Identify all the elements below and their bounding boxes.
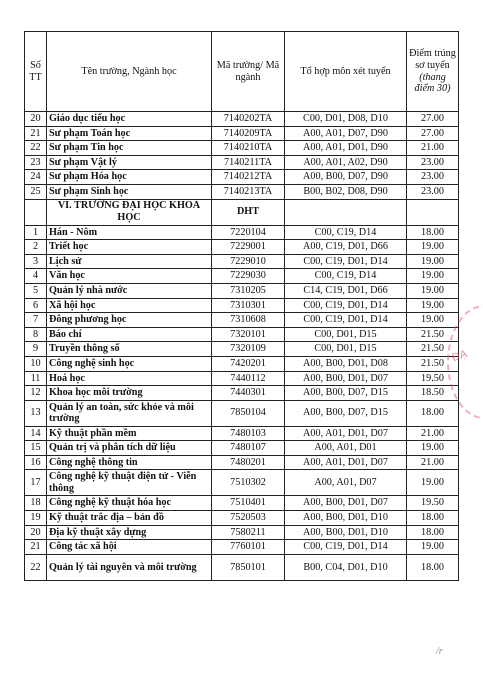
table-row (25, 511, 459, 526)
row-name: Khoa học môi trường (47, 386, 212, 401)
row-code: 7510401 (212, 496, 285, 511)
row-combo: A00, A01, D01, D07 (285, 426, 407, 441)
row-code: 7760101 (212, 540, 285, 555)
row-score: 19.00 (407, 298, 459, 313)
row-code: 7140202TA (212, 112, 285, 127)
row-code: 7850101 (212, 554, 285, 580)
table-row (25, 342, 459, 357)
row-code: 7480103 (212, 426, 285, 441)
row-combo: C00, C19, D01, D14 (285, 540, 407, 555)
row-score: 27.00 (407, 126, 459, 141)
table-row (25, 554, 459, 580)
row-combo: A00, A01, D01, D07 (285, 455, 407, 470)
table-row (25, 496, 459, 511)
table-row (25, 184, 459, 199)
row-code: 7420201 (212, 356, 285, 371)
row-score: 23.00 (407, 184, 459, 199)
row-combo: A00, A01, D01 (285, 441, 407, 456)
row-stt: 2 (25, 240, 47, 255)
row-code: 7440301 (212, 386, 285, 401)
row-score: 23.00 (407, 170, 459, 185)
row-combo: C00, D01, D15 (285, 327, 407, 342)
row-combo: C00, D01, D08, D10 (285, 112, 407, 127)
table-row (25, 112, 459, 127)
table-row (25, 441, 459, 456)
row-stt: 14 (25, 426, 47, 441)
row-stt: 10 (25, 356, 47, 371)
row-name: Hoá học (47, 371, 212, 386)
row-combo: A00, B00, D01, D10 (285, 525, 407, 540)
row-score: 21.00 (407, 455, 459, 470)
row-name: Truyền thông số (47, 342, 212, 357)
row-code: 7229001 (212, 240, 285, 255)
row-score: 23.00 (407, 155, 459, 170)
row-combo: C14, C19, D01, D66 (285, 283, 407, 298)
section-code: DHT (212, 199, 285, 225)
row-score: 18.50 (407, 386, 459, 401)
header-code: Mã trường/ Mã ngành (212, 32, 285, 112)
row-score: 18.00 (407, 511, 459, 526)
handwritten-mark: /r (436, 646, 443, 657)
row-combo: A00, B00, D01, D08 (285, 356, 407, 371)
row-code: 7510302 (212, 470, 285, 496)
row-code: 7310301 (212, 298, 285, 313)
row-name: Quản lý an toàn, sức khỏe và môi trường (47, 400, 212, 426)
table-row (25, 254, 459, 269)
row-score: 18.00 (407, 525, 459, 540)
row-score: 19.50 (407, 371, 459, 386)
row-code: 7520503 (212, 511, 285, 526)
header-score-scale: (thang điểm 30) (414, 71, 451, 95)
row-score: 19.00 (407, 313, 459, 328)
table-row (25, 313, 459, 328)
table-row (25, 155, 459, 170)
row-stt: 22 (25, 141, 47, 156)
row-score: 18.00 (407, 554, 459, 580)
row-name: Công nghệ sinh học (47, 356, 212, 371)
row-code: 7310608 (212, 313, 285, 328)
table-row (25, 470, 459, 496)
row-combo: C00, C19, D01, D14 (285, 254, 407, 269)
row-stt: 17 (25, 470, 47, 496)
row-name: Địa kỹ thuật xây dựng (47, 525, 212, 540)
row-name: Công nghệ kỹ thuật hóa học (47, 496, 212, 511)
row-name: Sư phạm Sinh học (47, 184, 212, 199)
row-stt: 18 (25, 496, 47, 511)
row-combo: C00, D01, D15 (285, 342, 407, 357)
row-stt: 4 (25, 269, 47, 284)
row-name: Công nghệ thông tin (47, 455, 212, 470)
row-combo: A00, B00, D07, D90 (285, 170, 407, 185)
row-code: 7310205 (212, 283, 285, 298)
row-combo: C00, C19, D01, D14 (285, 298, 407, 313)
row-score: 18.00 (407, 400, 459, 426)
row-name: Quản lý tài nguyên và môi trường (47, 554, 212, 580)
table-row (25, 525, 459, 540)
row-code: 7480107 (212, 441, 285, 456)
row-name: Giáo dục tiểu học (47, 112, 212, 127)
table-row (25, 455, 459, 470)
row-code: 7229010 (212, 254, 285, 269)
row-score: 19.00 (407, 240, 459, 255)
row-score: 19.00 (407, 441, 459, 456)
row-stt: 19 (25, 511, 47, 526)
row-combo: C00, C19, D14 (285, 269, 407, 284)
row-stt: 6 (25, 298, 47, 313)
row-name: Sư phạm Hóa học (47, 170, 212, 185)
table-row (25, 386, 459, 401)
row-code: 7220104 (212, 225, 285, 240)
table-row (25, 141, 459, 156)
row-code: 7140209TA (212, 126, 285, 141)
row-score: 21.50 (407, 327, 459, 342)
row-code: 7850104 (212, 400, 285, 426)
table-body-science (25, 225, 459, 580)
table-row (25, 240, 459, 255)
row-stt: 20 (25, 112, 47, 127)
row-score: 21.00 (407, 141, 459, 156)
row-code: 7320109 (212, 342, 285, 357)
row-score: 21.50 (407, 342, 459, 357)
row-combo: A00, A01, D01, D90 (285, 141, 407, 156)
table-section (25, 199, 459, 225)
row-combo: C00, C19, D01, D14 (285, 313, 407, 328)
row-stt: 8 (25, 327, 47, 342)
row-stt: 25 (25, 184, 47, 199)
header-score-label: Điểm trúng sơ tuyển (409, 48, 456, 71)
header-combo: Tổ hợp môn xét tuyển (285, 32, 407, 112)
row-combo: A00, A01, D07, D90 (285, 126, 407, 141)
row-combo: C00, C19, D14 (285, 225, 407, 240)
row-name: Kỹ thuật trắc địa – bản đồ (47, 511, 212, 526)
row-score: 27.00 (407, 112, 459, 127)
row-combo: A00, B00, D07, D15 (285, 400, 407, 426)
row-stt: 11 (25, 371, 47, 386)
section-title: VI. TRƯỜNG ĐẠI HỌC KHOA HỌC (47, 199, 212, 225)
table-row (25, 298, 459, 313)
row-stt: 22 (25, 554, 47, 580)
row-name: Sư phạm Toán học (47, 126, 212, 141)
table-row (25, 540, 459, 555)
row-score: 18.00 (407, 225, 459, 240)
row-combo: A00, B00, D01, D07 (285, 496, 407, 511)
table-header-row (25, 32, 459, 112)
row-combo: B00, C04, D01, D10 (285, 554, 407, 580)
row-name: Sư phạm Tin học (47, 141, 212, 156)
row-name: Công tác xã hội (47, 540, 212, 555)
section-row (25, 199, 459, 225)
row-code: 7580211 (212, 525, 285, 540)
table-row (25, 126, 459, 141)
row-code: 7320101 (212, 327, 285, 342)
row-stt: 15 (25, 441, 47, 456)
admission-table (24, 31, 459, 581)
row-score: 21.00 (407, 426, 459, 441)
row-name: Công nghệ kỹ thuật điện tử - Viễn thông (47, 470, 212, 496)
row-stt: 20 (25, 525, 47, 540)
row-stt: 16 (25, 455, 47, 470)
row-stt: 24 (25, 170, 47, 185)
table-row (25, 400, 459, 426)
row-code: 7140213TA (212, 184, 285, 199)
row-combo: A00, C19, D01, D66 (285, 240, 407, 255)
row-name: Sư phạm Vật lý (47, 155, 212, 170)
row-score: 19.00 (407, 254, 459, 269)
row-name: Lịch sử (47, 254, 212, 269)
table-row (25, 225, 459, 240)
row-score: 19.00 (407, 470, 459, 496)
table-row (25, 356, 459, 371)
row-stt: 12 (25, 386, 47, 401)
table-row (25, 371, 459, 386)
row-score: 19.00 (407, 283, 459, 298)
row-score: 19.50 (407, 496, 459, 511)
row-name: Văn học (47, 269, 212, 284)
row-score: 19.00 (407, 269, 459, 284)
table-body-pedagogy (25, 112, 459, 200)
row-code: 7140211TA (212, 155, 285, 170)
row-combo: A00, A01, A02, D90 (285, 155, 407, 170)
header-name: Tên trường, Ngành học (47, 32, 212, 112)
row-code: 7140210TA (212, 141, 285, 156)
row-name: Quản lý nhà nước (47, 283, 212, 298)
header-score (407, 32, 459, 112)
row-stt: 5 (25, 283, 47, 298)
row-name: Triết học (47, 240, 212, 255)
row-combo: B00, B02, D08, D90 (285, 184, 407, 199)
row-name: Hán - Nôm (47, 225, 212, 240)
row-code: 7229030 (212, 269, 285, 284)
row-combo: A00, B00, D01, D10 (285, 511, 407, 526)
table-row (25, 170, 459, 185)
row-code: 7140212TA (212, 170, 285, 185)
row-stt: 13 (25, 400, 47, 426)
row-stt: 3 (25, 254, 47, 269)
row-score: 19.00 (407, 540, 459, 555)
row-stt: 23 (25, 155, 47, 170)
row-stt: 21 (25, 540, 47, 555)
row-stt: 7 (25, 313, 47, 328)
row-stt: 1 (25, 225, 47, 240)
table-row (25, 327, 459, 342)
header-stt: Số TT (25, 32, 47, 112)
stamp-fragment: ĐẠ (450, 347, 469, 365)
row-stt: 9 (25, 342, 47, 357)
row-name: Đông phương học (47, 313, 212, 328)
row-code: 7480201 (212, 455, 285, 470)
row-name: Quản trị và phân tích dữ liệu (47, 441, 212, 456)
row-name: Xã hội học (47, 298, 212, 313)
table-row (25, 269, 459, 284)
row-code: 7440112 (212, 371, 285, 386)
row-combo: A00, B00, D01, D07 (285, 371, 407, 386)
row-stt: 21 (25, 126, 47, 141)
row-score: 21.50 (407, 356, 459, 371)
table-row (25, 283, 459, 298)
row-name: Báo chí (47, 327, 212, 342)
row-combo: A00, B00, D07, D15 (285, 386, 407, 401)
table-row (25, 426, 459, 441)
row-name: Kỹ thuật phần mềm (47, 426, 212, 441)
row-combo: A00, A01, D07 (285, 470, 407, 496)
